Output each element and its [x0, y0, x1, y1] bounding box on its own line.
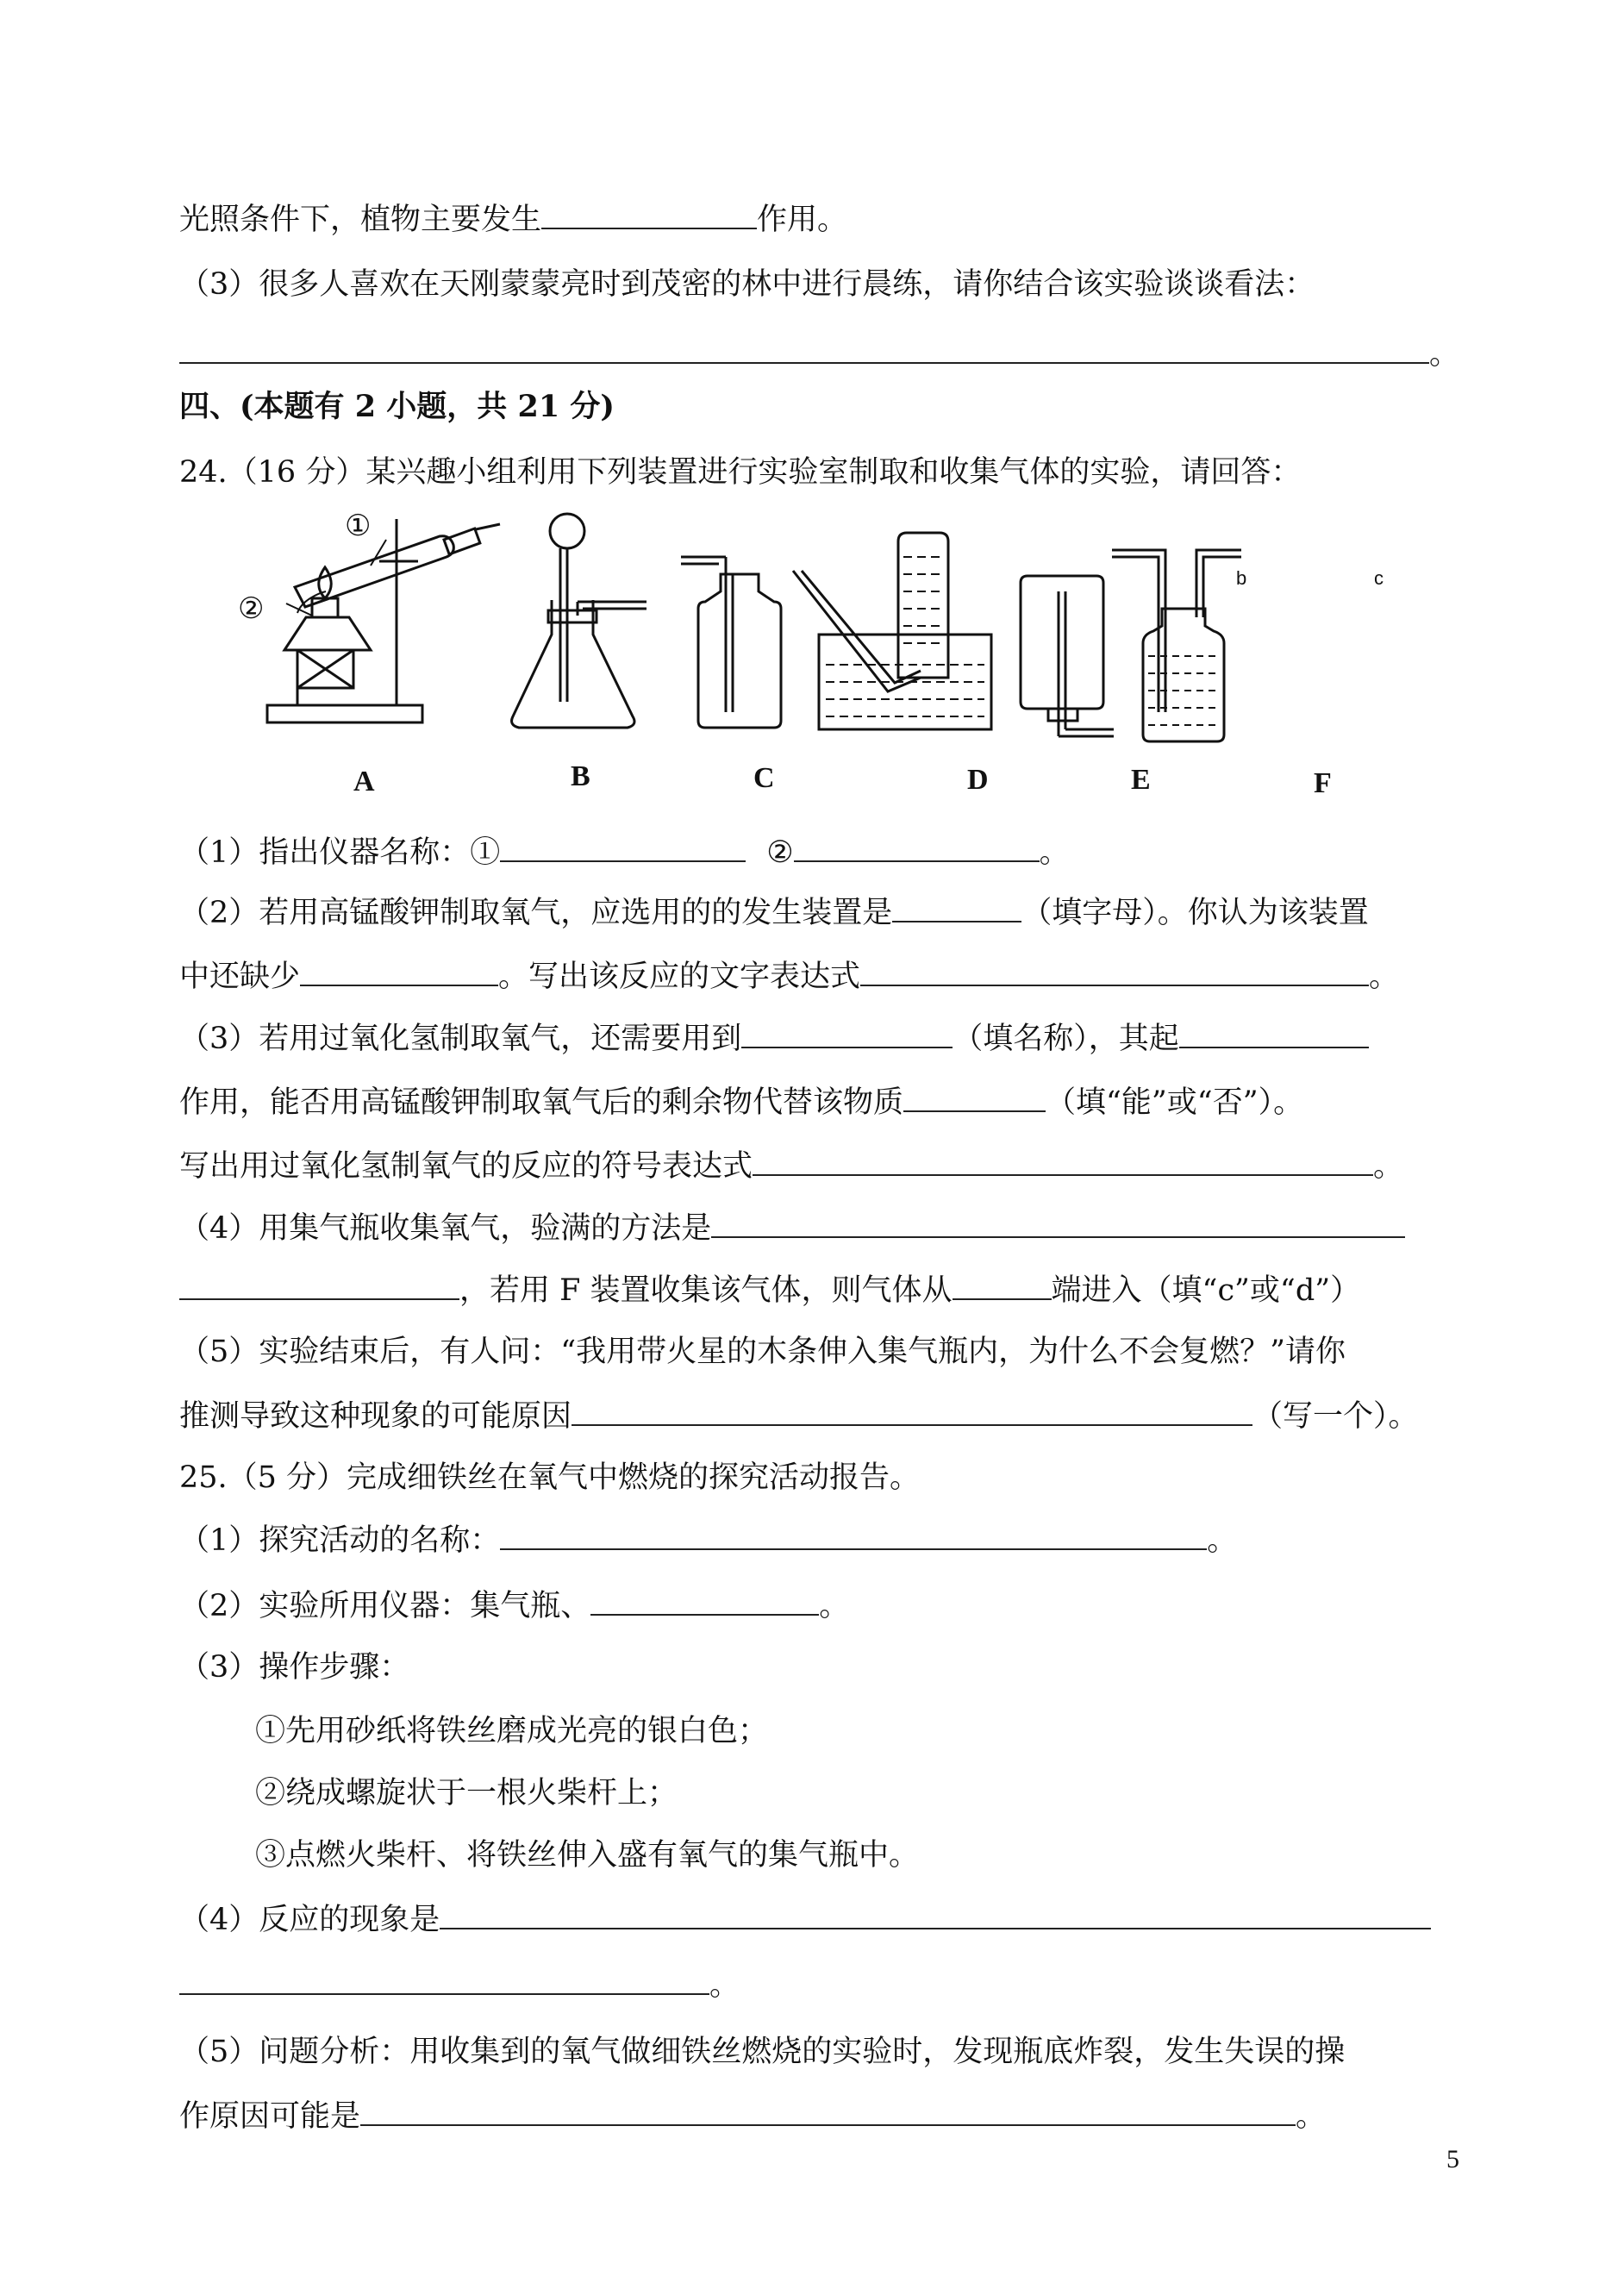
question-24: 24.（16 分）某兴趣小组利用下列装置进行实验室制取和收集气体的实验，请回答：	[179, 455, 1302, 490]
apparatus-figure	[250, 505, 1448, 816]
marker-2: ②	[238, 591, 265, 626]
page-number: 5	[1446, 2145, 1459, 2173]
blank[interactable]	[794, 833, 1040, 862]
label-e: E	[1131, 764, 1151, 796]
blank[interactable]	[953, 1271, 1052, 1300]
marker-1: ①	[345, 509, 372, 543]
question-25-4-cont: 。	[179, 1966, 740, 2004]
label-b: B	[571, 760, 590, 792]
port-label-b: b	[1236, 567, 1247, 589]
blank[interactable]	[860, 957, 1369, 986]
question-24-1: （1）指出仪器名称：① ② 。	[179, 833, 1070, 872]
blank[interactable]	[300, 957, 498, 986]
blank[interactable]	[741, 1019, 953, 1048]
question-24-5-cont: 推测导致这种现象的可能原因 （写一个）。	[179, 1397, 1419, 1435]
question-24-2: （2）若用高锰酸钾制取氧气，应选用的的发生装置是 （填字母）。你认为该装置	[179, 893, 1369, 932]
apparatus-d	[793, 533, 991, 729]
question-25-2: （2）实验所用仪器：集气瓶、 。	[179, 1586, 849, 1625]
step-3: ③点燃火柴杆、将铁丝伸入盛有氧气的集气瓶中。	[255, 1838, 920, 1873]
blank[interactable]	[541, 200, 757, 229]
apparatus-a	[267, 519, 500, 722]
apparatus-e	[1021, 576, 1114, 736]
blank[interactable]	[179, 1271, 459, 1300]
blank[interactable]	[892, 893, 1021, 922]
question-24-4-cont: ，若用 F 装置收集该气体，则气体从 端进入（填“c”或“d”）	[179, 1271, 1360, 1310]
question-25-5-cont: 作原因可能是 。	[179, 2097, 1326, 2136]
blank[interactable]	[500, 1521, 1207, 1550]
section-heading: 四、(本题有 2 小题，共 21 分)	[179, 389, 615, 424]
port-label-c: c	[1374, 567, 1384, 589]
blank[interactable]	[903, 1083, 1046, 1112]
question-25: 25.（5 分）完成细铁丝在氧气中燃烧的探究活动报告。	[179, 1460, 921, 1495]
step-2: ②绕成螺旋状于一根火柴杆上；	[255, 1776, 678, 1810]
question-25-1: （1）探究活动的名称： 。	[179, 1521, 1237, 1560]
blank[interactable]	[711, 1209, 1405, 1238]
text-line: 光照条件下，植物主要发生 作用。	[179, 200, 847, 239]
blank[interactable]	[440, 1900, 1431, 1929]
blank[interactable]	[500, 833, 746, 862]
label-f: F	[1314, 767, 1332, 799]
blank[interactable]	[360, 2097, 1296, 2126]
blank[interactable]	[572, 1397, 1252, 1426]
label-a: A	[353, 766, 375, 797]
question-23-3: （3）很多人喜欢在天刚蒙蒙亮时到茂密的林中进行晨练，请你结合该实验谈谈看法：	[179, 267, 1315, 302]
blank[interactable]	[179, 335, 1429, 364]
question-24-3-cont: 作用，能否用高锰酸钾制取氧气后的剩余物代替该物质 （填“能”或“否”）。	[179, 1083, 1303, 1122]
apparatus-f	[1112, 550, 1241, 741]
question-25-4: （4）反应的现象是	[179, 1900, 1431, 1939]
label-c: C	[753, 762, 775, 794]
blank[interactable]	[590, 1586, 819, 1616]
question-24-2-cont: 中还缺少 。写出该反应的文字表达式 。	[179, 957, 1399, 996]
question-24-5: （5）实验结束后，有人问：“我用带火星的木条伸入集气瓶内，为什么不会复燃？”请你	[179, 1335, 1346, 1369]
question-25-5: （5）问题分析：用收集到的氧气做细铁丝燃烧的实验时，发现瓶底炸裂，发生失误的操	[179, 2035, 1346, 2069]
blank[interactable]	[753, 1147, 1373, 1176]
question-25-3: （3）操作步骤：	[179, 1650, 410, 1685]
apparatus-c	[681, 557, 781, 728]
question-24-3: （3）若用过氧化氢制取氧气，还需要用到 （填名称），其起	[179, 1019, 1369, 1058]
step-1: ①先用砂纸将铁丝磨成光亮的银白色；	[255, 1714, 769, 1748]
blank[interactable]	[179, 1966, 709, 1995]
answer-line: 。	[179, 335, 1459, 373]
label-d: D	[967, 764, 989, 796]
apparatus-b	[512, 514, 646, 728]
question-24-3-formula: 写出用过氧化氢制氧气的反应的符号表达式 。	[179, 1147, 1403, 1185]
question-24-4: （4）用集气瓶收集氧气，验满的方法是	[179, 1209, 1405, 1248]
blank[interactable]	[1179, 1019, 1369, 1048]
